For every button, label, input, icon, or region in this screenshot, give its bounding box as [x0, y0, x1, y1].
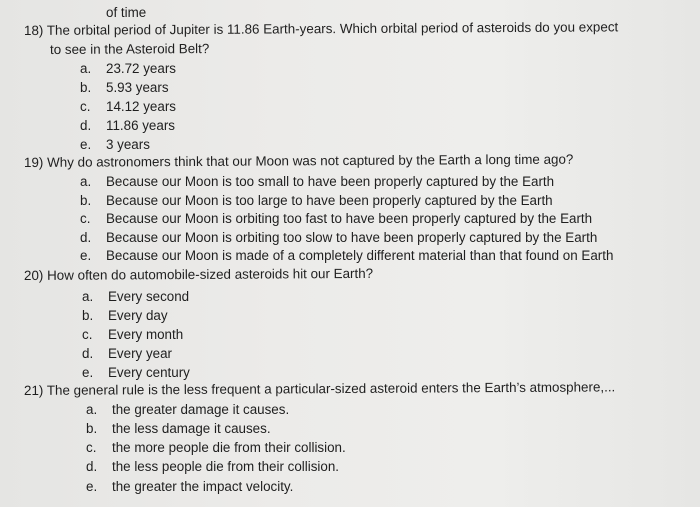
option-text: the less people die from their collision.: [112, 459, 340, 474]
option-letter: c.: [82, 327, 93, 342]
q18-option-a: [80, 61, 176, 77]
option-text: Because our Moon is orbiting too fast to have been properly captured by the Earth: [106, 211, 593, 226]
q18-option-d: [80, 118, 175, 134]
q19-option-c: [80, 211, 592, 227]
question-text: The general rule is the less frequent a particular-sized asteroid enters the Earth’s atmosphere,...: [46, 379, 616, 398]
option-letter: a.: [82, 289, 94, 304]
q20-option-c: [82, 327, 183, 343]
option-text: Because our Moon is too large to have been properly captured by the Earth: [106, 193, 553, 208]
question-text: How often do automobile-sized asteroids hit our Earth?: [47, 265, 374, 283]
option-letter: b.: [82, 308, 94, 323]
question-number: 18): [23, 22, 44, 38]
question-18-continued: to see in the Asteroid Belt?: [49, 41, 210, 57]
option-text: Because our Moon is too small to have been properly captured by the Earth: [106, 174, 555, 189]
option-letter: a.: [80, 61, 92, 76]
q19-option-d: [80, 230, 597, 246]
q20-option-e: [82, 365, 190, 381]
question-19: [24, 152, 573, 171]
q20-option-a: [82, 289, 189, 305]
q18-option-e: [80, 137, 150, 153]
option-letter: d.: [82, 346, 94, 361]
q21-option-d: [86, 459, 339, 475]
q21-option-b: [86, 421, 271, 437]
option-letter: d.: [80, 118, 92, 133]
option-letter: d.: [86, 459, 98, 474]
option-text: 3 years: [106, 137, 150, 152]
question-text: Why do astronomers think that our Moon was not captured by the Earth a long time ago?: [47, 151, 574, 170]
option-letter: b.: [80, 80, 92, 95]
option-letter: b.: [86, 421, 98, 436]
question-21: [24, 379, 615, 399]
option-letter: e.: [80, 137, 92, 152]
option-text: 11.86 years: [106, 118, 175, 133]
option-text: the greater the impact velocity.: [112, 479, 294, 494]
option-letter: d.: [80, 230, 92, 245]
q19-option-e: [80, 248, 613, 264]
option-text: Every second: [108, 289, 190, 304]
header-fragment: of time: [106, 5, 147, 20]
option-text: Every century: [108, 365, 190, 380]
option-letter: c.: [80, 211, 91, 226]
q20-option-b: [82, 308, 168, 324]
q18-option-b: [80, 80, 169, 96]
option-text: Every day: [108, 308, 168, 323]
q21-option-e: [86, 479, 293, 495]
option-letter: e.: [80, 248, 92, 263]
option-text: Because our Moon is orbiting too slow to have been properly captured by the Earth: [106, 230, 598, 245]
q19-option-b: [80, 193, 553, 209]
q20-option-d: [82, 346, 172, 362]
option-text: the greater damage it causes.: [112, 402, 290, 417]
q18-option-c: [80, 99, 176, 115]
question-number: 19): [23, 154, 44, 170]
option-letter: a.: [86, 402, 98, 417]
question-18: [24, 19, 618, 39]
q19-option-a: [80, 174, 554, 190]
question-number: 21): [23, 382, 44, 398]
option-text: 5.93 years: [106, 80, 169, 95]
question-text: The orbital period of Jupiter is 11.86 Earth-years. Which orbital period of asteroids do you expect: [46, 19, 619, 38]
option-text: 14.12 years: [106, 99, 176, 114]
question-20: [24, 266, 373, 284]
option-text: Every month: [108, 327, 184, 342]
option-text: Every year: [108, 346, 172, 361]
option-letter: e.: [82, 365, 94, 380]
option-text: Because our Moon is made of a completely different material than that found on Earth: [106, 248, 614, 263]
option-text: 23.72 years: [106, 61, 176, 76]
q21-option-c: [86, 440, 346, 456]
option-letter: b.: [80, 193, 92, 208]
q21-option-a: [86, 402, 289, 418]
option-text: the less damage it causes.: [112, 421, 271, 436]
option-letter: e.: [86, 479, 98, 494]
option-letter: c.: [86, 440, 97, 455]
option-letter: a.: [80, 174, 92, 189]
option-text: the more people die from their collision.: [112, 440, 346, 455]
question-number: 20): [23, 267, 44, 283]
option-letter: c.: [80, 99, 91, 114]
